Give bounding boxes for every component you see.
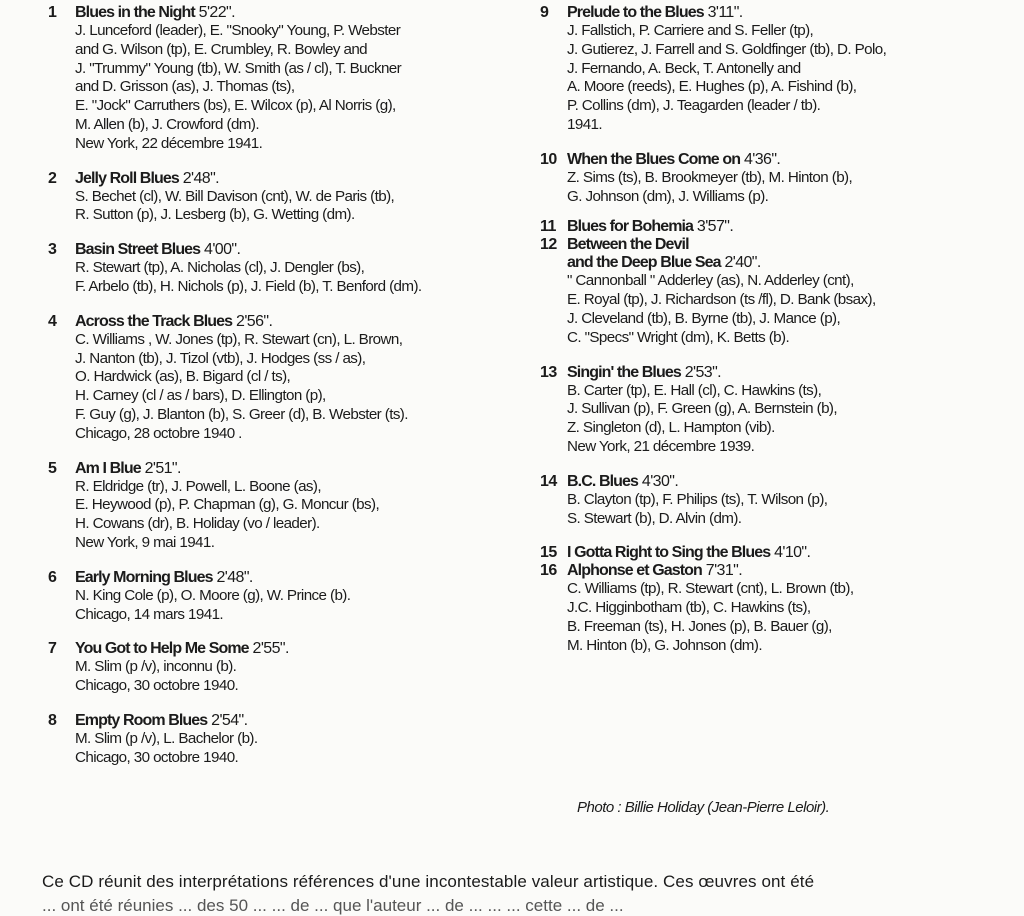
recording-info: Chicago, 30 octobre 1940. [75,677,239,695]
track-duration: 3'11". [707,4,743,21]
personnel-line: H. Cowans (dr), B. Holiday (vo / leader). [75,515,320,533]
track-number: 11 [540,218,556,236]
track-title: Basin Street Blues [75,241,201,259]
track-list-left [48,4,518,768]
track-duration: 5'22". [198,4,235,21]
track-duration: 2'48". [182,169,220,187]
personnel-line: E. Heywood (p), P. Chapman (g), G. Moncur (bs), [75,496,380,514]
personnel-line: J.C. Higginbotham (tb), C. Hawkins (ts), [567,599,811,617]
personnel-line: E. Royal (tp), J. Richardson (ts /fl), D. Bank (bsax), [567,291,876,309]
personnel-line: H. Carney (cl / as / bars), D. Ellington (p), [75,387,326,405]
track-duration: 2'53". [684,363,721,381]
track-10 [540,151,1010,207]
recording-info: Chicago, 14 mars 1941. [75,605,224,623]
track-title: Blues in the Night [75,4,195,21]
track-title: When the Blues Come on [567,150,741,168]
track-number: 1 [48,4,57,21]
track-list-right [540,4,1010,656]
track-3 [48,241,518,297]
track-title: Am I Blue [75,459,141,477]
personnel-line: R. Eldridge (tr), J. Powell, L. Boone (as), [75,477,321,495]
personnel-line: J. Gutierez, J. Farrell and S. Goldfinger (tb), D. Polo, [567,40,887,58]
personnel-line: J. Fallstich, P. Carriere and S. Feller (tp), [567,22,814,39]
personnel-line: S. Stewart (b), D. Alvin (dm). [567,509,742,527]
personnel-line: M. Hinton (b), G. Johnson (dm). [567,636,762,654]
track-11 [540,218,1010,236]
recording-info: Chicago, 28 octobre 1940 . [75,424,242,442]
track-6 [48,569,518,625]
track-4 [48,313,518,444]
track-1 [48,4,518,154]
track-number: 6 [48,568,57,586]
track-7 [48,640,518,696]
personnel-line: C. "Specs" Wright (dm), K. Betts (b). [567,328,790,346]
personnel-line: C. Williams , W. Jones (tp), R. Stewart (cn), L. Brown, [75,330,403,348]
track-title: You Got to Help Me Some [75,640,249,658]
personnel-line: O. Hardwick (as), B. Bigard (cl / ts), [75,368,291,386]
track-5 [48,460,518,553]
track-title: Between the Devil [567,236,689,254]
recording-info: New York, 21 décembre 1939. [567,437,755,455]
track-title: Alphonse et Gaston [567,562,702,580]
personnel-line: M. Slim (p /v), inconnu (b). [75,658,237,676]
personnel-line: J. "Trummy" Young (tb), W. Smith (as / cl), T. Buckner [75,59,402,77]
personnel-line: A. Moore (reeds), E. Hughes (p), A. Fishind (b), [567,78,857,96]
personnel-line: J. Sullivan (p), F. Green (g), A. Bernstein (b), [567,400,837,418]
photo-caption: Photo : Billie Holiday (Jean-Pierre Leloir). [577,799,830,816]
recording-info: 1941. [567,115,603,133]
track-duration: 2'54". [211,711,248,729]
track-16 [540,562,1010,655]
track-duration: 4'36". [743,150,781,168]
track-number: 13 [540,363,557,381]
track-number: 15 [540,544,557,562]
personnel-line: and G. Wilson (tp), E. Crumbley, R. Bowley and [75,40,368,58]
track-number: 16 [540,562,557,580]
personnel-line: M. Allen (b), J. Crowford (dm). [75,115,259,133]
track-duration: 3'57". [696,218,734,236]
track-2 [48,170,518,226]
recording-info: New York, 9 mai 1941. [75,533,215,551]
track-number: 4 [48,312,57,330]
track-title: Early Morning Blues [75,568,213,586]
personnel-line: R. Sutton (p), J. Lesberg (b), G. Wetting (dm). [75,206,355,224]
track-number: 12 [540,236,557,254]
personnel-line: J. Lunceford (leader), E. "Snooky" Young, P. Webster [75,22,401,39]
personnel-line: G. Johnson (dm), J. Williams (p). [567,187,769,205]
track-13 [540,364,1010,457]
track-duration: 4'30". [641,472,679,490]
personnel-line: R. Stewart (tp), A. Nicholas (cl), J. Dengler (bs), [75,259,365,277]
personnel-line: P. Collins (dm), J. Teagarden (leader / tb). [567,97,821,115]
track-duration: 2'40". [724,254,761,272]
track-title: Prelude to the Blues [567,4,704,21]
personnel-line: B. Carter (tp), E. Hall (cl), C. Hawkins (ts), [567,381,822,399]
track-duration: 2'56". [236,312,273,330]
personnel-line: " Cannonball " Adderley (as), N. Adderley (cnt), [567,272,854,290]
track-duration: 2'48". [216,568,253,586]
track-duration: 4'10". [774,544,811,562]
track-14 [540,473,1010,529]
track-number: 14 [540,472,557,490]
track-duration: 2'55". [252,640,289,658]
personnel-line: J. Fernando, A. Beck, T. Antonelly and [567,59,801,77]
recording-info: Chicago, 30 octobre 1940. [75,748,239,766]
personnel-line: S. Bechet (cl), W. Bill Davison (cnt), W. de Paris (tb), [75,187,395,205]
track-title: Jelly Roll Blues [75,169,179,187]
track-number: 3 [48,241,57,259]
personnel-line: and D. Grisson (as), J. Thomas (ts), [75,78,295,96]
track-number: 7 [48,640,57,658]
personnel-line: E. "Jock" Carruthers (bs), E. Wilcox (p), Al Norris (g), [75,97,396,115]
track-title: Blues for Bohemia [567,218,694,236]
personnel-line: B. Freeman (ts), H. Jones (p), B. Bauer (g), [567,617,832,635]
personnel-line: J. Nanton (tb), J. Tizol (vtb), J. Hodges (ss / as), [75,349,366,367]
track-title: Empty Room Blues [75,711,208,729]
track-number: 8 [48,711,57,729]
track-title: Across the Track Blues [75,312,233,330]
recording-info: New York, 22 décembre 1941. [75,134,263,152]
track-title: Singin' the Blues [567,363,681,381]
track-duration: 2'51". [144,459,181,477]
intro-paragraph: Ce CD réunit des interprétations références d'une incontestable valeur artistique. Ces œuvres ont été [42,872,815,891]
track-number: 2 [48,169,57,187]
personnel-line: N. King Cole (p), O. Moore (g), W. Prince (b). [75,586,351,604]
personnel-line: J. Cleveland (tb), B. Byrne (tb), J. Mance (p), [567,309,841,327]
personnel-line: Z. Sims (ts), B. Brookmeyer (tb), M. Hinton (b), [567,168,853,186]
personnel-line: M. Slim (p /v), L. Bachelor (b). [75,729,258,747]
intro-paragraph-cut-line: ... ont été réunies ... des 50 ... ... de ... que l'auteur ... de ... ... ... cette ... de ... [42,896,624,915]
track-duration: 7'31". [705,562,743,580]
track-8 [48,712,518,768]
track-duration: 4'00". [204,241,241,259]
track-15 [540,544,1010,562]
track-number: 9 [540,4,549,21]
personnel-line: B. Clayton (tp), F. Philips (ts), T. Wilson (p), [567,490,828,508]
track-9 [540,4,1010,135]
personnel-line: F. Guy (g), J. Blanton (b), S. Greer (d), B. Webster (ts). [75,405,408,423]
track-number: 5 [48,459,57,477]
personnel-line: Z. Singleton (d), L. Hampton (vib). [567,419,775,437]
personnel-line: F. Arbelo (tb), H. Nichols (p), J. Field (b), T. Benford (dm). [75,277,422,295]
track-title: I Gotta Right to Sing the Blues [567,544,771,562]
track-title-continued: and the Deep Blue Sea [567,254,721,272]
track-title: B.C. Blues [567,472,639,490]
personnel-line: C. Williams (tp), R. Stewart (cnt), L. Brown (tb), [567,580,854,598]
track-number: 10 [540,150,557,168]
track-12 [540,236,1010,347]
